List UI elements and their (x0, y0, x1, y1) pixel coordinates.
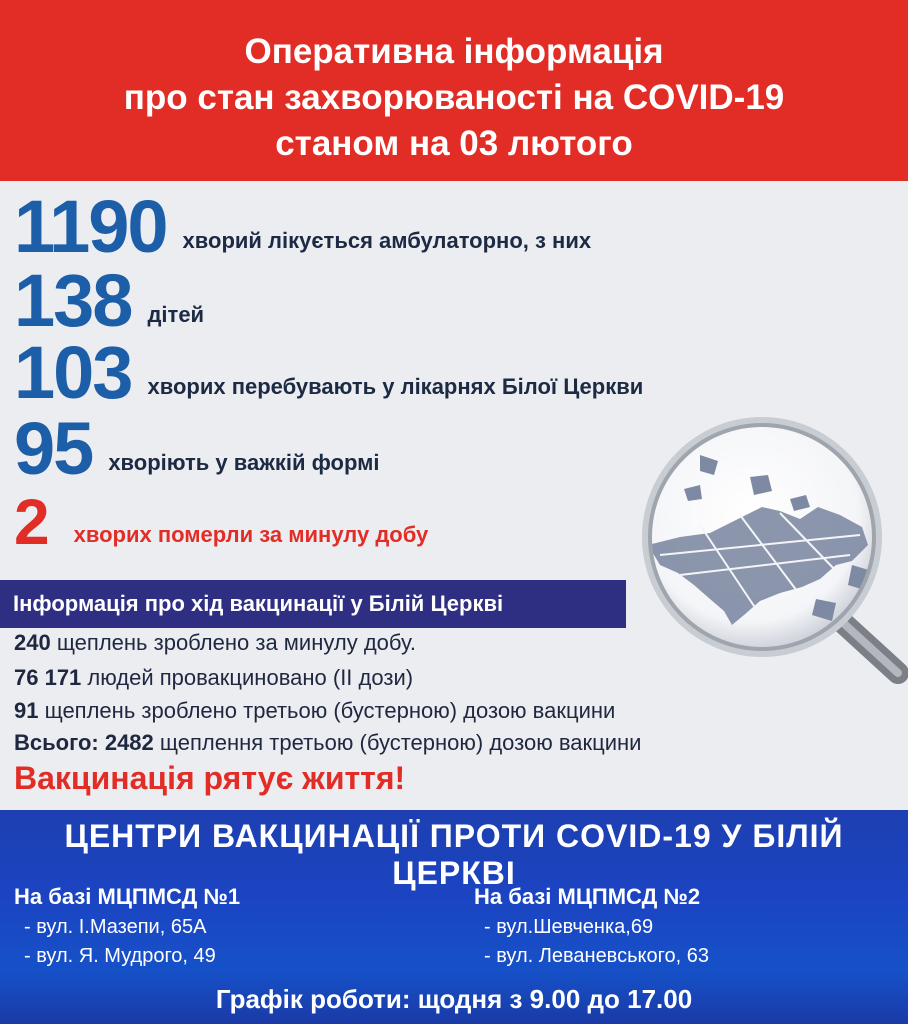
stat-value: 95 (14, 407, 93, 490)
header-title-line2: про стан захворюваності на COVID-19 (123, 78, 785, 117)
stat-label: хворих померли за минулу добу (73, 522, 429, 547)
stat-severe (14, 407, 380, 490)
vaccination-line (14, 630, 416, 656)
stat-hospitalized (14, 331, 644, 414)
stat-label: дітей (147, 302, 205, 327)
vaccination-line-value: Всього: 2482 (14, 730, 154, 755)
stat-deaths (14, 486, 429, 558)
stat-value: 1190 (14, 185, 167, 268)
stat-label: хворий лікується амбулаторно, з них (182, 228, 592, 253)
vaccination-line-value: 240 (14, 630, 51, 655)
vaccination-line (14, 698, 615, 724)
stat-ambulatory (14, 185, 592, 268)
stat-value: 2 (14, 486, 48, 558)
magnifier-icon (640, 415, 908, 685)
header-banner (0, 0, 908, 181)
stat-children (14, 259, 205, 342)
stat-value: 138 (14, 259, 132, 342)
center-address: - вул. Леваневського, 63 (484, 945, 709, 967)
vaccination-line (14, 665, 413, 691)
stat-label: хворих перебувають у лікарнях Білої Церкви (147, 374, 644, 399)
header-title-line3: станом на 03 лютого (275, 124, 633, 163)
center-base-2 (474, 884, 709, 968)
vaccination-line-text: щеплень зроблено третьою (бустерною) дозою вакцини (38, 698, 616, 723)
vaccination-line-text: щеплення третьою (бустерною) дозою вакцини (153, 730, 642, 755)
vaccination-banner: Інформація про хід вакцинації у Білій Церкві (0, 580, 626, 628)
vaccination-line (14, 730, 641, 756)
center-address: - вул. І.Мазепи, 65А (24, 916, 207, 938)
centers-title: ЦЕНТРИ ВАКЦИНАЦІЇ ПРОТИ COVID-19 У БІЛІЙ ЦЕРКВІ (64, 818, 844, 891)
center-address: - вул. Я. Мудрого, 49 (24, 945, 216, 967)
center-base-title: На базі МЦПМСД №2 (474, 884, 701, 909)
vaccination-line-text: щеплень зроблено за минулу добу. (50, 630, 416, 655)
center-address: - вул.Шевченка,69 (484, 916, 654, 938)
stat-value: 103 (14, 331, 132, 414)
stat-label: хворіють у важкій формі (108, 450, 380, 475)
work-schedule: Графік роботи: щодня з 9.00 до 17.00 (215, 984, 693, 1014)
center-base-1 (14, 884, 240, 968)
header-title-line1: Оперативна інформація (244, 32, 664, 71)
vaccination-line-text: людей провакциновано (ІІ дози) (81, 665, 414, 690)
vaccination-slogan: Вакцинація рятує життя! (14, 760, 406, 796)
center-base-title: На базі МЦПМСД №1 (14, 884, 241, 909)
vaccination-line-value: 76 171 (14, 665, 82, 690)
vaccination-line-value: 91 (14, 698, 39, 723)
